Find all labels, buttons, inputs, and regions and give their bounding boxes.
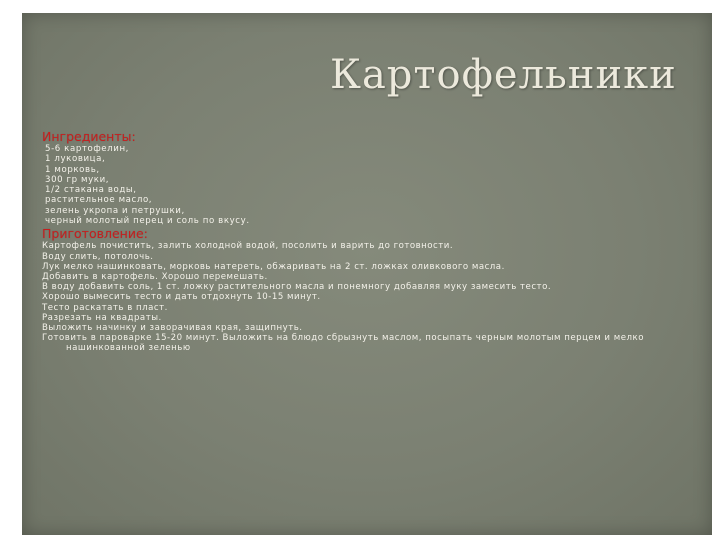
step-item: Готовить в пароварке 15-20 минут. Выложить на блюдо сбрызнуть маслом, посыпать черным молотым перцем и мелко нашинкованной зеленью: [42, 333, 644, 354]
step-item: Разрезать на квадраты.: [42, 312, 162, 323]
slide-body: [42, 130, 682, 354]
ingredient-item: 300 гр муки,: [45, 174, 110, 185]
step-item: Тесто раскатать в пласт.: [42, 302, 168, 313]
ingredients-heading: Ингредиенты:: [42, 129, 136, 144]
ingredients-list: [42, 144, 682, 226]
slide-title: Картофельники: [330, 52, 677, 98]
preparation-steps: [42, 241, 682, 353]
ingredient-item: 1 морковь,: [45, 164, 100, 175]
ingredient-item: 5-6 картофелин,: [45, 144, 130, 154]
step-item: Выложить начинку и заворачивая края, защипнуть.: [42, 323, 303, 333]
ingredient-item: зелень укропа и петрушки,: [45, 205, 185, 216]
ingredient-item: растительное масло,: [45, 195, 153, 206]
preparation-heading: Приготовление:: [42, 226, 148, 242]
step-item: Воду слить, потолочь.: [42, 251, 154, 262]
step-item: Картофель почистить, залить холодной водой, посолить и варить до готовности.: [42, 241, 454, 252]
step-item: В воду добавить соль, 1 ст. ложку растительного масла и понемногу добавляя муку замесить тесто.: [42, 282, 552, 293]
ingredient-item: 1 луковица,: [45, 154, 106, 165]
step-item: Хорошо вымесить тесто и дать отдохнуть 10-15 минут.: [42, 292, 321, 303]
ingredient-item: 1/2 стакана воды,: [45, 185, 137, 196]
ingredient-item: черный молотый перец и соль по вкусу.: [45, 216, 250, 227]
step-item: Добавить в картофель. Хорошо перемешать.: [42, 271, 268, 282]
step-item: Лук мелко нашинковать, морковь натереть, обжаривать на 2 ст. ложках оливкового масла.: [42, 261, 505, 272]
